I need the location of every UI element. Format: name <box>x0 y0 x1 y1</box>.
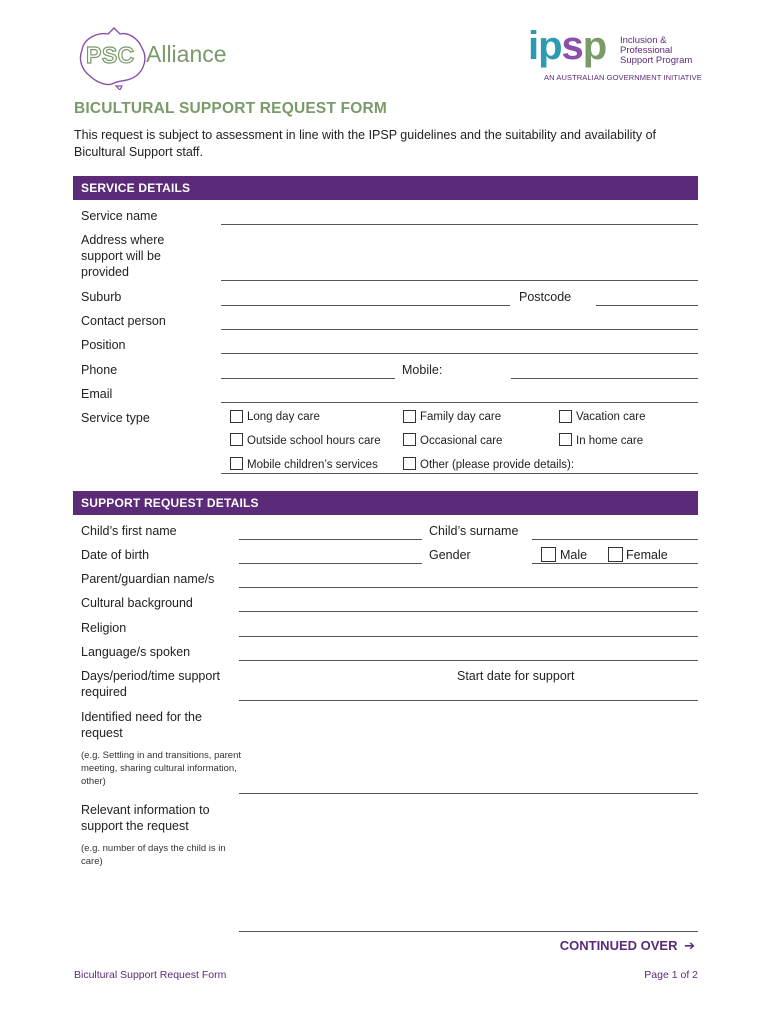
phone-label: Phone <box>81 363 118 377</box>
religion-label: Religion <box>81 621 127 635</box>
religion-field[interactable] <box>239 636 698 637</box>
service-type-underline <box>221 473 698 474</box>
phone-field[interactable] <box>221 378 395 379</box>
ipsp-tagline-2: Professional <box>620 45 673 56</box>
vacation-care-checkbox[interactable] <box>559 410 572 423</box>
days-field[interactable] <box>239 700 698 701</box>
arrow-right-icon: ➔ <box>684 938 695 953</box>
ipsp-logo <box>528 24 703 86</box>
contact-person-field[interactable] <box>221 329 698 330</box>
continued-over-text: CONTINUED OVER <box>559 938 678 953</box>
long-day-care-label: Long day care <box>247 411 320 423</box>
relevant-field[interactable] <box>239 931 698 932</box>
suburb-label: Suburb <box>81 290 122 304</box>
ipsp-wordmark: ipsp <box>528 24 607 68</box>
alliance-logo-text: Alliance <box>146 41 227 67</box>
suburb-field[interactable] <box>221 305 510 306</box>
position-field[interactable] <box>221 353 698 354</box>
support-request-header <box>73 491 698 515</box>
contact-person-label: Contact person <box>81 314 166 328</box>
service-type-label: Service type <box>81 411 150 425</box>
ipsp-tagline-3: Support Program <box>620 55 693 66</box>
need-hint: (e.g. Settling in and transitions, parent meeting, sharing cultural information, other) <box>81 750 242 787</box>
ipsp-tagline-1: Inclusion & <box>620 35 667 46</box>
need-field[interactable] <box>239 793 698 794</box>
oshc-label: Outside school hours care <box>247 435 381 447</box>
continued-over <box>560 938 695 954</box>
mobile-field[interactable] <box>511 378 698 379</box>
gender-label: Gender <box>429 548 471 562</box>
relevant-label: Relevant information to support the request <box>81 803 210 833</box>
email-field[interactable] <box>221 402 698 403</box>
ipsp-subline: AN AUSTRALIAN GOVERNMENT INITIATIVE <box>544 73 702 82</box>
language-field[interactable] <box>239 660 698 661</box>
dob-label: Date of birth <box>81 548 150 562</box>
service-details-heading: SERVICE DETAILS <box>81 181 191 195</box>
need-label: Identified need for the request <box>81 710 202 740</box>
postcode-label: Postcode <box>519 290 572 304</box>
surname-label: Child’s surname <box>429 524 519 538</box>
service-name-label: Service name <box>81 209 158 223</box>
psc-alliance-logo <box>72 24 252 94</box>
family-day-care-label: Family day care <box>420 411 502 423</box>
female-checkbox[interactable] <box>608 547 623 562</box>
male-checkbox[interactable] <box>541 547 556 562</box>
support-request-heading: SUPPORT REQUEST DETAILS <box>81 496 259 510</box>
vacation-care-label: Vacation care <box>576 411 646 423</box>
occasional-care-label: Occasional care <box>420 435 503 447</box>
position-label: Position <box>81 338 126 352</box>
address-label: Address where support will be provided <box>81 233 165 279</box>
parent-label: Parent/guardian name/s <box>81 572 215 586</box>
postcode-field[interactable] <box>596 305 698 306</box>
long-day-care-checkbox[interactable] <box>230 410 243 423</box>
other-service-label: Other (please provide details): <box>420 459 575 471</box>
in-home-care-checkbox[interactable] <box>559 433 572 446</box>
mobile-services-checkbox[interactable] <box>230 457 243 470</box>
footer-left: Bicultural Support Request Form <box>74 969 227 981</box>
dob-field[interactable] <box>239 563 422 564</box>
start-date-label: Start date for support <box>457 669 575 683</box>
family-day-care-checkbox[interactable] <box>403 410 416 423</box>
psc-logo-text: PSC <box>86 42 135 68</box>
email-label: Email <box>81 387 113 401</box>
mobile-label: Mobile: <box>402 363 443 377</box>
form-title: BICULTURAL SUPPORT REQUEST FORM <box>74 100 388 117</box>
other-service-checkbox[interactable] <box>403 457 416 470</box>
service-name-field[interactable] <box>221 224 698 225</box>
first-name-label: Child’s first name <box>81 524 177 538</box>
gender-underline <box>532 563 698 564</box>
form-intro: This request is subject to assessment in line with the IPSP guidelines and the suitability and availability of Bicultural Support staff. <box>74 128 657 159</box>
first-name-field[interactable] <box>239 539 422 540</box>
occasional-care-checkbox[interactable] <box>403 433 416 446</box>
in-home-care-label: In home care <box>576 435 644 447</box>
male-label: Male <box>560 548 588 562</box>
parent-field[interactable] <box>239 587 698 588</box>
surname-field[interactable] <box>532 539 698 540</box>
cultural-field[interactable] <box>239 611 698 612</box>
address-field[interactable] <box>221 280 698 281</box>
footer-page-number: Page 1 of 2 <box>644 969 698 981</box>
service-details-header <box>73 176 698 200</box>
mobile-services-label: Mobile children’s services <box>247 459 378 471</box>
days-label: Days/period/time support required <box>81 669 220 699</box>
oshc-checkbox[interactable] <box>230 433 243 446</box>
language-label: Language/s spoken <box>81 645 191 659</box>
female-label: Female <box>626 548 668 562</box>
relevant-hint: (e.g. number of days the child is in care) <box>81 843 226 867</box>
cultural-label: Cultural background <box>81 596 193 610</box>
